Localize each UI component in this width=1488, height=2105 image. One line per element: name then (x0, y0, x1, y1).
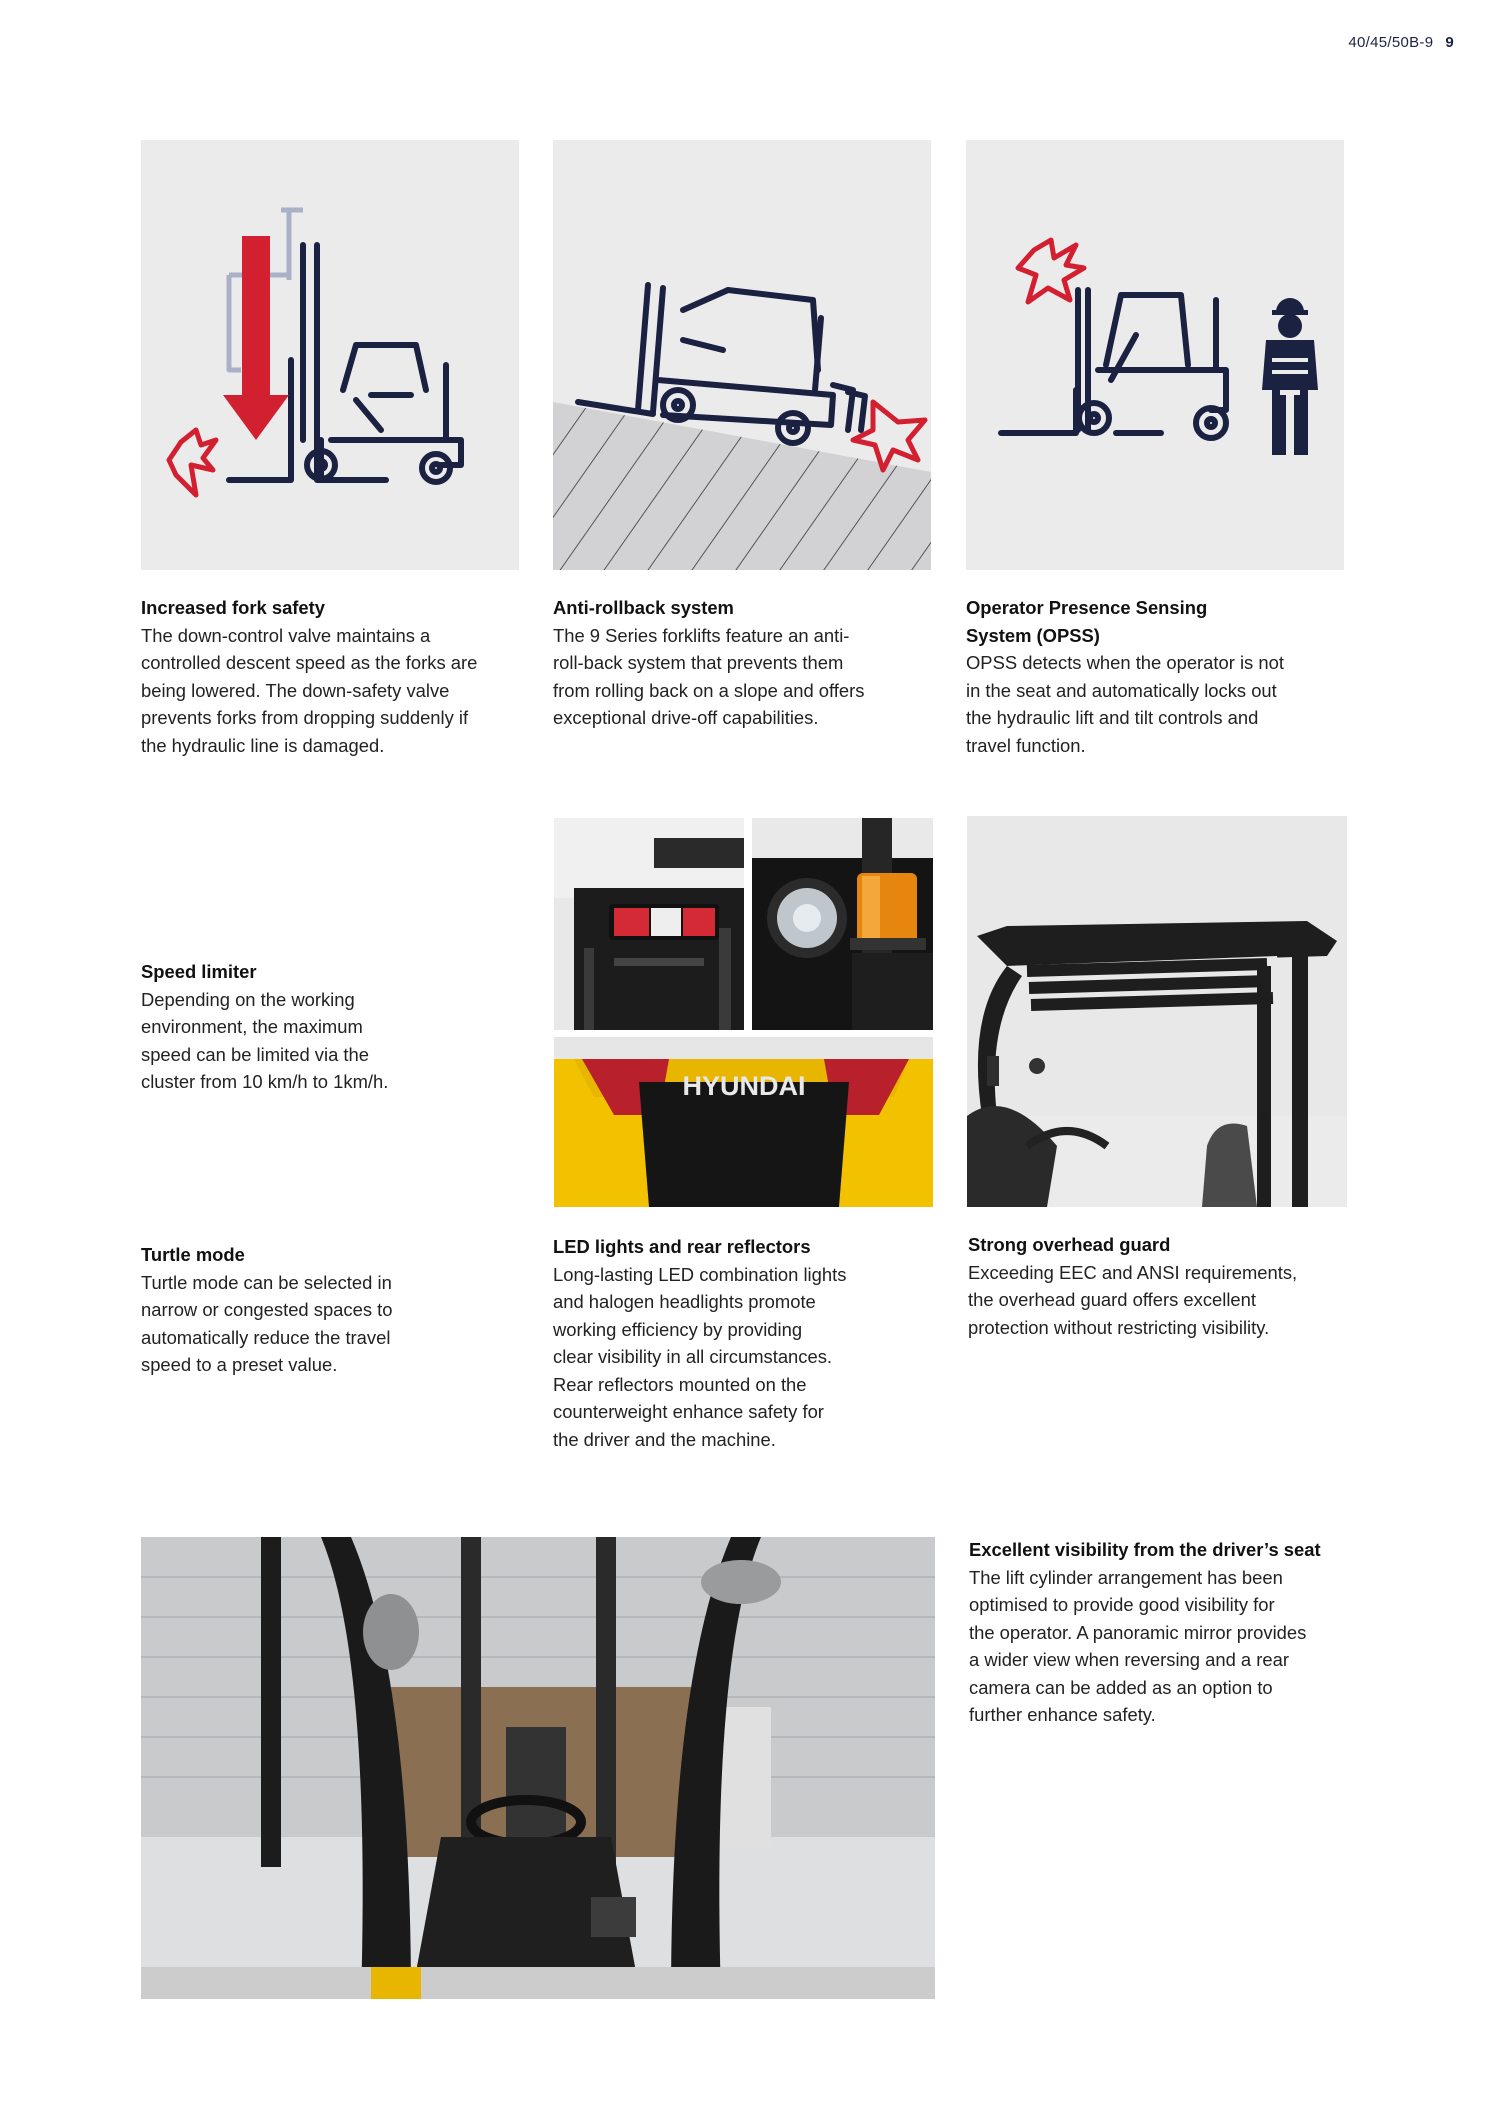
led-lights-block (553, 1233, 931, 1453)
visibility-block (969, 1536, 1359, 1729)
speed-limiter-line: cluster from 10 km/h to 1km/h. (141, 1071, 389, 1092)
fork-safety-line: being lowered. The down-safety valve (141, 679, 450, 701)
overhead-guard-block (968, 1231, 1348, 1341)
speed-limiter-title: Speed limiter (141, 961, 257, 982)
turtle-mode-line: narrow or congested spaces to (141, 1299, 393, 1320)
led-lights-line: the driver and the machine. (553, 1428, 776, 1450)
visibility-title: Excellent visibility from the driver’s seat (969, 1539, 1321, 1560)
visibility-line: the operator. A panoramic mirror provides (969, 1621, 1307, 1643)
visibility-line: a wider view when reversing and a rear (969, 1649, 1289, 1670)
led-lights-line: counterweight enhance safety for (553, 1401, 824, 1422)
halogen-headlight-photo (752, 818, 933, 1030)
slope-forklift-icon (553, 140, 931, 570)
anti-rollback-line: The 9 Series forklifts feature an anti- (553, 624, 850, 646)
visibility-line: further enhance safety. (969, 1704, 1156, 1725)
fork-safety-block (141, 594, 519, 759)
overhead-guard-line: protection without restricting visibility. (968, 1316, 1270, 1338)
fork-safety-illustration (141, 140, 519, 570)
opss-illustration (966, 140, 1344, 570)
led-lights-line: clear visibility in all circumstances. (553, 1346, 833, 1367)
turtle-mode-block (141, 1241, 461, 1379)
page-header (1348, 34, 1454, 51)
anti-rollback-line: exceptional drive-off capabilities. (553, 707, 819, 728)
speed-limiter-line: Depending on the working (141, 988, 355, 1010)
model-label: 40/45/50B-9 (1348, 34, 1434, 51)
led-lights-title: LED lights and rear reflectors (553, 1236, 811, 1257)
overhead-guard-line: Exceeding EEC and ANSI requirements, (968, 1261, 1298, 1283)
overhead-guard-title: Strong overhead guard (968, 1234, 1171, 1255)
anti-rollback-block (553, 594, 931, 732)
brand-label: HYUNDAI (682, 1071, 806, 1101)
led-tail-light-photo (554, 818, 744, 1030)
fork-safety-line: The down-control valve maintains a (141, 624, 431, 646)
speed-limiter-line: environment, the maximum (141, 1016, 363, 1037)
turtle-mode-line: Turtle mode can be selected in (141, 1271, 392, 1293)
overhead-guard-photo (967, 816, 1347, 1207)
page-number: 9 (1445, 34, 1454, 51)
led-lights-line: working efficiency by providing (553, 1318, 803, 1340)
turtle-mode-line: automatically reduce the travel (141, 1326, 391, 1348)
fork-safety-line: prevents forks from dropping suddenly if (141, 707, 469, 728)
anti-rollback-illustration (553, 140, 931, 570)
rear-reflector-photo (554, 1037, 933, 1207)
opss-block (966, 594, 1344, 759)
opss-title-line: Operator Presence Sensing (966, 597, 1208, 618)
opss-title-line: System (OPSS) (966, 624, 1100, 646)
opss-line: travel function. (966, 734, 1086, 756)
turtle-mode-line: speed to a preset value. (141, 1354, 338, 1375)
visibility-line: camera can be added as an option to (969, 1676, 1273, 1698)
led-lights-line: and halogen headlights promote (553, 1291, 816, 1312)
visibility-line: The lift cylinder arrangement has been (969, 1566, 1283, 1588)
speed-limiter-block (141, 958, 461, 1096)
opss-line: in the seat and automatically locks out (966, 679, 1277, 701)
overhead-guard-line: the overhead guard offers excellent (968, 1289, 1256, 1310)
turtle-mode-title: Turtle mode (141, 1244, 245, 1265)
anti-rollback-title: Anti-rollback system (553, 597, 734, 618)
opss-operator-icon (966, 140, 1344, 570)
opss-line: the hydraulic lift and tilt controls and (966, 707, 1259, 728)
driver-seat-view-photo (141, 1537, 935, 1999)
speed-limiter-line: speed can be limited via the (141, 1043, 369, 1065)
led-lights-line: Rear reflectors mounted on the (553, 1373, 807, 1395)
led-lights-line: Long-lasting LED combination lights (553, 1263, 847, 1285)
anti-rollback-line: from rolling back on a slope and offers (553, 679, 865, 701)
opss-line: OPSS detects when the operator is not (966, 652, 1284, 673)
anti-rollback-line: roll-back system that prevents them (553, 652, 844, 673)
visibility-line: optimised to provide good visibility for (969, 1594, 1275, 1615)
fork-safety-line: controlled descent speed as the forks are (141, 652, 478, 673)
fork-safety-title: Increased fork safety (141, 597, 325, 618)
fork-drop-icon (141, 140, 519, 570)
fork-safety-line: the hydraulic line is damaged. (141, 734, 385, 756)
